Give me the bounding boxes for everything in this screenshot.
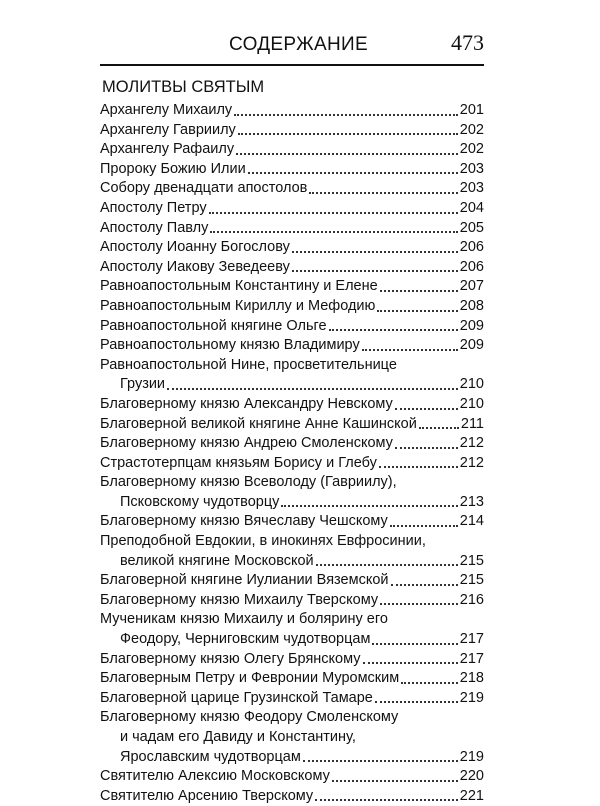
toc-entry-title: Благоверному князю Михаилу Тверскому: [100, 591, 379, 608]
dot-leader: [377, 310, 457, 312]
dot-leader: [309, 192, 457, 194]
toc-line: [100, 179, 484, 199]
toc-line: [100, 532, 484, 552]
toc-entry-page: 214: [459, 513, 484, 530]
toc-line: [100, 708, 484, 728]
toc-line: [100, 767, 484, 787]
toc-line: [100, 650, 484, 670]
toc-line: [100, 238, 484, 258]
toc-line: [100, 356, 484, 376]
toc-line: [100, 610, 484, 630]
toc-line: [100, 101, 484, 121]
toc-entry-title: Равноапостольному князю Владимиру: [100, 337, 360, 354]
dot-leader: [329, 329, 458, 331]
dot-leader: [395, 447, 458, 449]
dot-leader: [210, 231, 457, 233]
toc-entry-page: 211: [460, 415, 484, 432]
section-title: МОЛИТВЫ СВЯТЫМ: [102, 78, 265, 96]
toc-entry: [100, 199, 484, 219]
toc-line: [100, 277, 484, 297]
toc-entry-page: 219: [459, 689, 484, 706]
toc-entry-page: 210: [459, 395, 484, 412]
toc-entry-title: Благоверному князю Александру Невскому: [100, 395, 393, 412]
toc-entry-page: 207: [459, 278, 484, 295]
toc-entry: [100, 787, 484, 806]
toc-entry-page: 202: [459, 121, 484, 138]
toc-line: [100, 512, 484, 532]
toc-entry-title: Архангелу Михаилу: [100, 102, 233, 118]
toc-entry-page: 213: [459, 493, 484, 510]
running-title: СОДЕРЖАНИЕ: [229, 34, 368, 55]
toc-line: [100, 630, 484, 650]
toc-line: [100, 160, 484, 180]
toc-entry-title: Благоверным Петру и Февронии Муромским: [100, 670, 400, 687]
dot-leader: [362, 349, 458, 351]
toc-entry-title: Ярославским чудотворцам: [120, 748, 301, 765]
dot-leader: [372, 643, 457, 645]
dot-leader: [167, 388, 458, 390]
toc-entry-page: 216: [459, 591, 484, 608]
dot-leader: [209, 212, 458, 214]
dot-leader: [380, 603, 458, 605]
dot-leader: [292, 251, 458, 253]
toc-entry-page: 217: [459, 650, 484, 667]
toc-line: [100, 591, 484, 611]
toc-entry-title: и чадам его Давиду и Константину,: [120, 729, 356, 745]
toc-entry-page: 209: [459, 337, 484, 354]
dot-leader: [248, 172, 458, 174]
toc-entry: [100, 179, 484, 199]
toc-line: [100, 395, 484, 415]
toc-entry: [100, 689, 484, 709]
toc-line: [100, 454, 484, 474]
page-number: 473: [451, 30, 484, 55]
toc-line: [100, 669, 484, 689]
table-of-contents: [100, 101, 484, 806]
toc-entry: [100, 160, 484, 180]
toc-entry: [100, 454, 484, 474]
toc-entry-title: Святителю Алексию Московскому: [100, 768, 330, 785]
toc-entry: [100, 356, 484, 395]
dot-leader: [401, 682, 458, 684]
toc-entry-title: Архангелу Гавриилу: [100, 121, 236, 138]
toc-entry-page: 204: [459, 199, 484, 216]
toc-entry-page: 215: [459, 552, 484, 569]
toc-entry-title: Благоверному князю Олегу Брянскому: [100, 650, 361, 667]
toc-entry: [100, 571, 484, 591]
toc-entry: [100, 532, 484, 571]
toc-entry-title: Благоверной великой княгине Анне Кашинской: [100, 415, 417, 432]
header-rule: [100, 64, 484, 66]
toc-line: [100, 375, 484, 395]
dot-leader: [292, 270, 458, 272]
toc-entry-page: 202: [459, 141, 484, 158]
toc-line: [100, 571, 484, 591]
toc-entry: [100, 610, 484, 649]
toc-entry-title: Апостолу Петру: [100, 199, 207, 216]
toc-entry-title: Архангелу Рафаилу: [100, 141, 235, 158]
toc-line: [100, 317, 484, 337]
toc-line: [100, 199, 484, 219]
toc-line: [100, 258, 484, 278]
toc-entry: [100, 140, 484, 160]
toc-entry-page: 218: [459, 670, 484, 687]
toc-entry-title: Благоверной царице Грузинской Тамаре: [100, 689, 373, 706]
toc-line: [100, 121, 484, 141]
dot-leader: [391, 584, 458, 586]
toc-entry: [100, 473, 484, 512]
toc-entry: [100, 317, 484, 337]
running-head: [104, 28, 484, 60]
toc-entry-title: Псковскому чудотворцу: [120, 493, 280, 510]
toc-entry: [100, 415, 484, 435]
toc-line: [100, 748, 484, 768]
toc-line: [100, 552, 484, 572]
toc-entry-page: 221: [459, 787, 484, 804]
toc-entry-page: 203: [459, 160, 484, 177]
toc-entry-page: 212: [459, 435, 484, 452]
toc-entry-title: Благоверному князю Андрею Смоленскому: [100, 435, 393, 452]
toc-entry: [100, 650, 484, 670]
toc-line: [100, 415, 484, 435]
toc-entry: [100, 591, 484, 611]
toc-entry-title: Апостолу Иоанну Богослову: [100, 239, 290, 256]
toc-line: [100, 140, 484, 160]
toc-entry: [100, 434, 484, 454]
toc-line: [100, 728, 484, 748]
toc-entry-title: Грузии: [120, 376, 166, 393]
toc-entry-title: Феодору, Черниговским чудотворцам: [120, 631, 371, 648]
toc-entry: [100, 258, 484, 278]
toc-entry-title: Благоверному князю Феодору Смоленскому: [100, 709, 399, 726]
toc-line: [100, 336, 484, 356]
toc-entry-page: 209: [459, 317, 484, 334]
dot-leader: [379, 466, 458, 468]
dot-leader: [315, 799, 458, 801]
toc-entry-title: Апостолу Иакову Зеведееву: [100, 258, 290, 275]
toc-entry: [100, 708, 484, 767]
toc-entry-title: Страстотерпцам князьям Борису и Глебу: [100, 454, 377, 471]
dot-leader: [236, 153, 458, 155]
dot-leader: [332, 780, 458, 782]
dot-leader: [390, 525, 458, 527]
toc-line: [100, 297, 484, 317]
toc-line: [100, 787, 484, 806]
toc-entry: [100, 512, 484, 532]
dot-leader: [395, 408, 458, 410]
toc-line: [100, 473, 484, 493]
toc-entry: [100, 121, 484, 141]
toc-entry-page: 208: [459, 297, 484, 314]
toc-entry-title: Благоверному князю Вячеславу Чешскому: [100, 513, 388, 530]
toc-entry: [100, 238, 484, 258]
toc-entry-page: 220: [459, 768, 484, 785]
toc-entry: [100, 277, 484, 297]
toc-entry-title: Преподобной Евдокии, в инокинях Евфросинии,: [100, 533, 426, 550]
toc-entry: [100, 336, 484, 356]
toc-entry-title: Равноапостольным Константину и Елене: [100, 278, 378, 295]
dot-leader: [238, 133, 458, 135]
dot-leader: [363, 662, 458, 664]
toc-entry: [100, 669, 484, 689]
dot-leader: [419, 427, 459, 429]
toc-entry-page: 206: [459, 239, 484, 256]
toc-entry-title: Апостолу Павлу: [100, 219, 209, 236]
dot-leader: [316, 564, 458, 566]
dot-leader: [303, 760, 458, 762]
toc-entry-title: Равноапостольным Кириллу и Мефодию: [100, 297, 376, 314]
toc-entry-page: 203: [459, 180, 484, 197]
toc-entry: [100, 297, 484, 317]
toc-entry-page: 215: [459, 572, 484, 589]
toc-line: [100, 434, 484, 454]
toc-entry: [100, 219, 484, 239]
toc-entry-page: 210: [459, 376, 484, 393]
toc-entry-title: Равноапостольной княгине Ольге: [100, 317, 327, 334]
toc-entry-title: Мученикам князю Михаилу и болярину его: [100, 611, 388, 628]
dot-leader: [380, 290, 458, 292]
toc-entry-page: 205: [459, 219, 484, 236]
toc-entry-title: великой княгине Московской: [120, 552, 314, 569]
toc-entry-page: 206: [459, 258, 484, 275]
toc-entry-title: Благоверному князю Всеволоду (Гавриилу),: [100, 474, 397, 491]
toc-entry-page: 217: [459, 631, 484, 648]
toc-line: [100, 689, 484, 709]
toc-entry-title: Собору двенадцати апостолов: [100, 180, 308, 197]
dot-leader: [281, 505, 457, 507]
toc-entry: [100, 767, 484, 787]
toc-entry-title: Пророку Божию Илии: [100, 160, 246, 177]
toc-entry-title: Равноапостольной Нине, просветительнице: [100, 356, 397, 373]
dot-leader: [234, 114, 458, 116]
toc-entry-page: 201: [459, 102, 484, 118]
dot-leader: [375, 701, 458, 703]
toc-line: [100, 493, 484, 513]
toc-entry-page: 212: [459, 454, 484, 471]
toc-entry-title: Благоверной княгине Иулиании Вяземской: [100, 572, 389, 589]
toc-entry-title: Святителю Арсению Тверскому: [100, 787, 314, 804]
toc-line: [100, 219, 484, 239]
toc-entry-page: 219: [459, 748, 484, 765]
toc-entry: [100, 101, 484, 121]
toc-entry: [100, 395, 484, 415]
